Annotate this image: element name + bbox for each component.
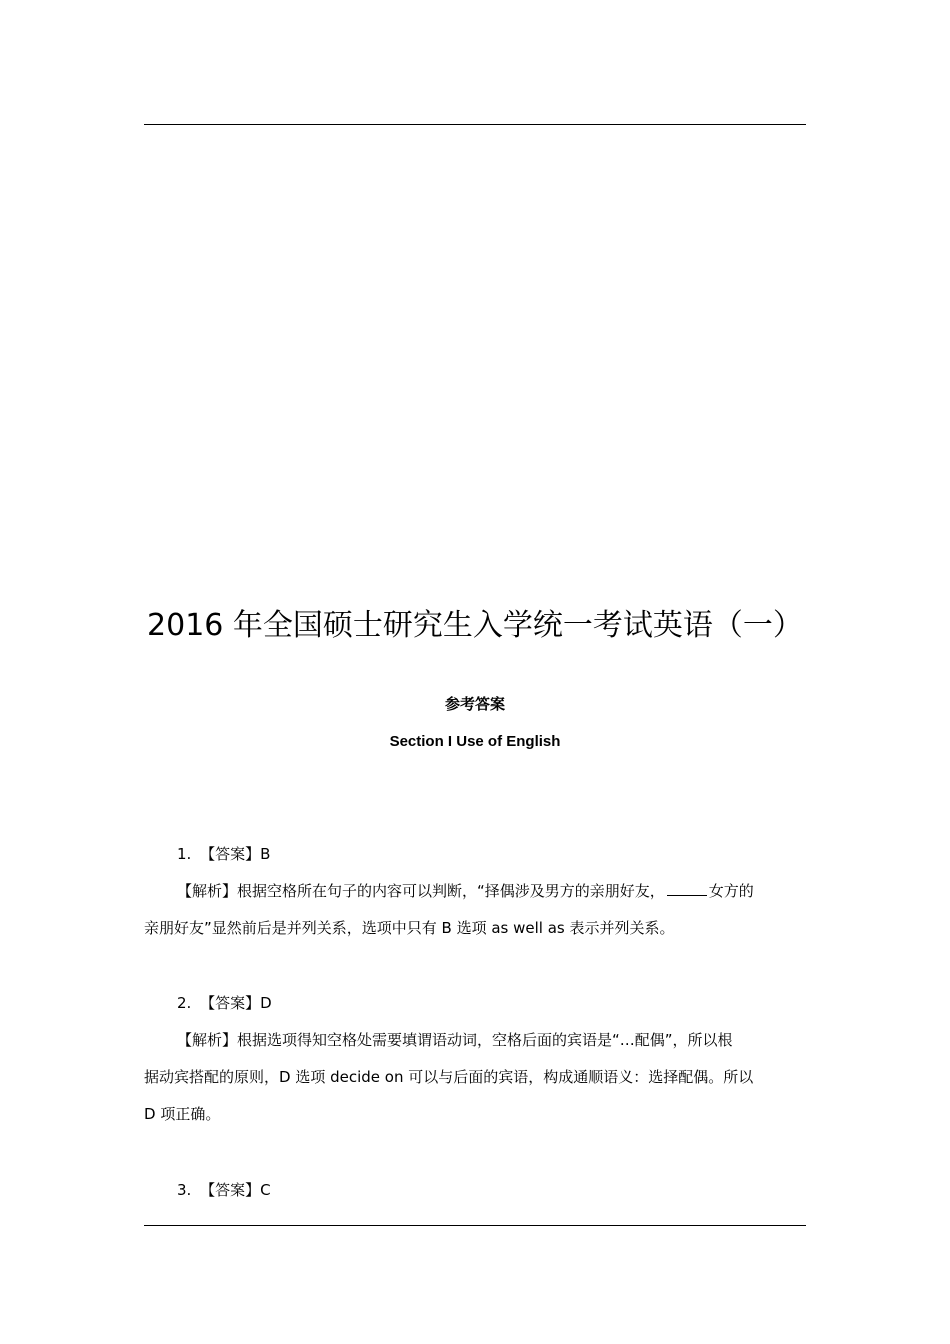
analysis-line: 据动宾搭配的原则，D 选项 decide on 可以与后面的宾语，构成通顺语义：选择配偶。所以 <box>144 1068 754 1086</box>
answer-value: 【答案】D <box>200 994 272 1012</box>
footer-rule <box>144 1225 806 1226</box>
analysis-line: 亲朋好友”显然前后是并列关系，选项中只有 B 选项 as well as 表示并列关系。 <box>144 919 675 937</box>
analysis-line: D 项正确。 <box>144 1105 221 1123</box>
document-title: 2016 年全国硕士研究生入学统一考试英语（一） <box>147 608 803 643</box>
answer-number: 3. <box>177 1181 192 1199</box>
answer-number: 2. <box>177 994 192 1012</box>
answer-3 <box>177 1179 271 1201</box>
section-heading: Section I Use of English <box>389 733 561 750</box>
header-rule <box>144 124 806 125</box>
answers-heading: 参考答案 <box>444 695 505 713</box>
answer-1 <box>177 843 270 865</box>
analysis-text: 女方的 <box>708 882 754 900</box>
answer-number: 1. <box>177 845 192 863</box>
answer-value: 【答案】C <box>200 1181 271 1199</box>
fill-blank <box>667 881 707 896</box>
analysis-text: 【解析】根据空格所在句子的内容可以判断，“择偶涉及男方的亲朋好友， <box>177 882 665 900</box>
answer-value: 【答案】B <box>200 845 271 863</box>
analysis-line <box>177 880 754 902</box>
answer-2 <box>177 992 272 1014</box>
analysis-line: 【解析】根据选项得知空格处需要填谓语动词，空格后面的宾语是“…配偶”，所以根 <box>177 1031 733 1049</box>
